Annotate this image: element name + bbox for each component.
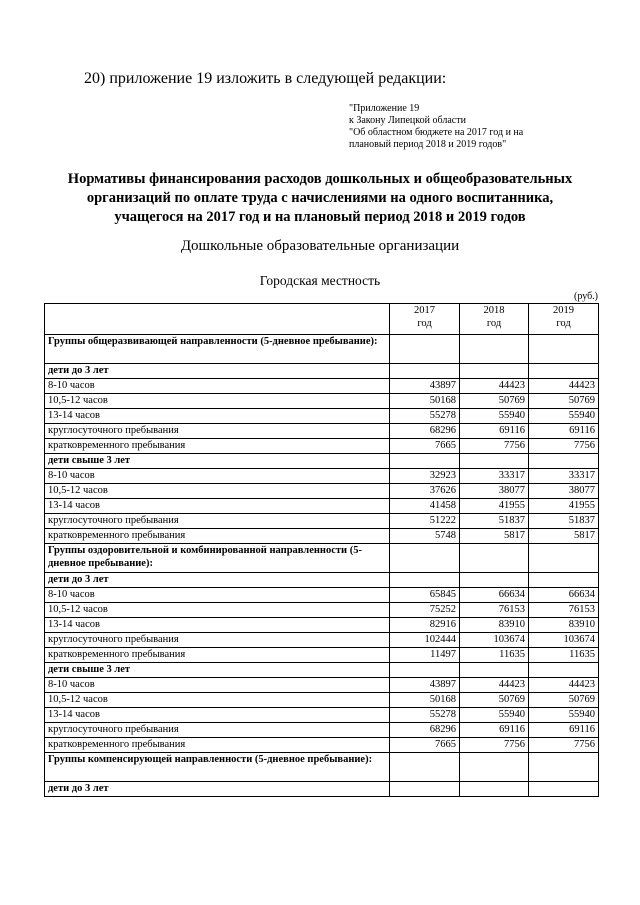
- title-line: учащегося на 2017 год и на плановый период 2018 и 2019 годов: [114, 209, 526, 225]
- value-cell: 69116: [460, 424, 529, 439]
- value-cell: 50769: [529, 394, 599, 409]
- annex-line: "Об областном бюджете на 2017 год и на: [349, 127, 524, 138]
- value-cell: 11635: [529, 648, 599, 663]
- norms-table-body: [45, 304, 599, 797]
- title-line: Нормативы финансирования расходов дошкольных и общеобразовательных: [67, 171, 573, 187]
- value-cell: 11635: [460, 648, 529, 663]
- value-cell: 66634: [529, 588, 599, 603]
- row-label-cell: круглосуточного пребывания: [45, 424, 390, 439]
- header-year: 2019: [553, 305, 574, 316]
- value-cell: 83910: [460, 618, 529, 633]
- empty-cell: [460, 544, 529, 573]
- empty-cell: [460, 782, 529, 797]
- row-label-cell: 10,5-12 часов: [45, 693, 390, 708]
- row-label-cell: Группы оздоровительной и комбинированной направленности (5-дневное пребывание):: [45, 544, 390, 573]
- table-row: [45, 633, 599, 648]
- annex-line: к Закону Липецкой области: [349, 115, 466, 126]
- row-label-cell: дети до 3 лет: [45, 364, 390, 379]
- row-label-cell: 8-10 часов: [45, 588, 390, 603]
- value-cell: 76153: [529, 603, 599, 618]
- empty-cell: [390, 454, 460, 469]
- empty-cell: [529, 454, 599, 469]
- table-row: [45, 678, 599, 693]
- row-label-cell: кратковременного пребывания: [45, 439, 390, 454]
- empty-cell: [529, 573, 599, 588]
- row-label-cell: 13-14 часов: [45, 618, 390, 633]
- row-label-cell: кратковременного пребывания: [45, 738, 390, 753]
- table-subgroup-row: [45, 782, 599, 797]
- table-subgroup-row: [45, 364, 599, 379]
- norms-table: [44, 303, 599, 797]
- area-heading: Городская местность: [259, 273, 381, 288]
- document-title: [40, 170, 600, 227]
- value-cell: 69116: [529, 723, 599, 738]
- header-year: 2018: [483, 305, 505, 316]
- value-cell: 44423: [460, 678, 529, 693]
- value-cell: 69116: [460, 723, 529, 738]
- value-cell: 43897: [390, 678, 460, 693]
- table-row: [45, 379, 599, 394]
- value-cell: 66634: [460, 588, 529, 603]
- header-year-cell: [390, 304, 460, 335]
- table-row: [45, 469, 599, 484]
- value-cell: 51222: [390, 514, 460, 529]
- row-label-cell: 10,5-12 часов: [45, 603, 390, 618]
- value-cell: 50769: [460, 394, 529, 409]
- value-cell: 50168: [390, 693, 460, 708]
- empty-cell: [529, 663, 599, 678]
- row-label-cell: 8-10 часов: [45, 379, 390, 394]
- empty-cell: [529, 753, 599, 782]
- empty-cell: [529, 335, 599, 364]
- empty-cell: [460, 335, 529, 364]
- empty-cell: [390, 335, 460, 364]
- header-year-word: год: [486, 318, 502, 329]
- table-row: [45, 484, 599, 499]
- value-cell: 5817: [460, 529, 529, 544]
- unit-label: (руб.): [574, 291, 598, 302]
- empty-cell: [460, 454, 529, 469]
- table-row: [45, 648, 599, 663]
- value-cell: 44423: [529, 379, 599, 394]
- value-cell: 41955: [460, 499, 529, 514]
- value-cell: 7665: [390, 439, 460, 454]
- empty-cell: [390, 663, 460, 678]
- annex-line: плановый период 2018 и 2019 годов": [349, 139, 507, 150]
- empty-cell: [460, 663, 529, 678]
- value-cell: 43897: [390, 379, 460, 394]
- table-row: [45, 424, 599, 439]
- value-cell: 55940: [529, 708, 599, 723]
- value-cell: 82916: [390, 618, 460, 633]
- value-cell: 37626: [390, 484, 460, 499]
- value-cell: 76153: [460, 603, 529, 618]
- value-cell: 51837: [460, 514, 529, 529]
- annex-reference: [349, 103, 523, 151]
- value-cell: 33317: [460, 469, 529, 484]
- value-cell: 41955: [529, 499, 599, 514]
- table-row: [45, 394, 599, 409]
- table-row: [45, 499, 599, 514]
- row-label-cell: дети свыше 3 лет: [45, 663, 390, 678]
- value-cell: 68296: [390, 723, 460, 738]
- value-cell: 68296: [390, 424, 460, 439]
- table-row: [45, 409, 599, 424]
- empty-cell: [529, 544, 599, 573]
- value-cell: 103674: [529, 633, 599, 648]
- header-year-cell: [529, 304, 599, 335]
- header-year-word: год: [417, 318, 432, 329]
- table-row: [45, 514, 599, 529]
- empty-cell: [390, 753, 460, 782]
- table-row: [45, 723, 599, 738]
- value-cell: 11497: [390, 648, 460, 663]
- value-cell: 55940: [460, 409, 529, 424]
- header-year-word: год: [556, 318, 571, 329]
- table-row: [45, 439, 599, 454]
- row-label-cell: дети до 3 лет: [45, 782, 390, 797]
- value-cell: 69116: [529, 424, 599, 439]
- section-subtitle: Дошкольные образовательные организации: [180, 238, 460, 254]
- value-cell: 50769: [529, 693, 599, 708]
- header-year-cell: [460, 304, 529, 335]
- value-cell: 44423: [460, 379, 529, 394]
- annex-line: "Приложение 19: [349, 103, 420, 114]
- row-label-cell: Группы компенсирующей направленности (5-дневное пребывание):: [45, 753, 390, 782]
- table-header-row: [45, 304, 599, 335]
- row-label-cell: 13-14 часов: [45, 708, 390, 723]
- empty-cell: [460, 573, 529, 588]
- value-cell: 5748: [390, 529, 460, 544]
- value-cell: 102444: [390, 633, 460, 648]
- row-label-cell: 13-14 часов: [45, 409, 390, 424]
- table-row: [45, 618, 599, 633]
- value-cell: 55278: [390, 409, 460, 424]
- value-cell: 41458: [390, 499, 460, 514]
- value-cell: 7756: [529, 439, 599, 454]
- empty-cell: [460, 364, 529, 379]
- empty-cell: [460, 753, 529, 782]
- row-label-cell: круглосуточного пребывания: [45, 514, 390, 529]
- table-row: [45, 708, 599, 723]
- value-cell: 38077: [460, 484, 529, 499]
- table-group-row: [45, 753, 599, 782]
- value-cell: 44423: [529, 678, 599, 693]
- empty-cell: [390, 782, 460, 797]
- row-label-cell: 8-10 часов: [45, 678, 390, 693]
- table-row: [45, 588, 599, 603]
- row-label-cell: дети до 3 лет: [45, 573, 390, 588]
- empty-cell: [529, 782, 599, 797]
- row-label-cell: 10,5-12 часов: [45, 484, 390, 499]
- value-cell: 38077: [529, 484, 599, 499]
- value-cell: 7665: [390, 738, 460, 753]
- table-row: [45, 529, 599, 544]
- value-cell: 65845: [390, 588, 460, 603]
- value-cell: 7756: [460, 439, 529, 454]
- value-cell: 5817: [529, 529, 599, 544]
- table-row: [45, 738, 599, 753]
- table-subgroup-row: [45, 663, 599, 678]
- value-cell: 75252: [390, 603, 460, 618]
- intro-text: 20) приложение 19 изложить в следующей редакции:: [84, 70, 447, 87]
- header-year: 2017: [414, 305, 435, 316]
- row-label-cell: 13-14 часов: [45, 499, 390, 514]
- row-label-cell: 8-10 часов: [45, 469, 390, 484]
- row-label-cell: круглосуточного пребывания: [45, 633, 390, 648]
- value-cell: 50168: [390, 394, 460, 409]
- row-label-cell: дети свыше 3 лет: [45, 454, 390, 469]
- header-label-cell: [45, 304, 390, 335]
- value-cell: 55940: [529, 409, 599, 424]
- value-cell: 7756: [460, 738, 529, 753]
- value-cell: 50769: [460, 693, 529, 708]
- value-cell: 83910: [529, 618, 599, 633]
- row-label-cell: кратковременного пребывания: [45, 648, 390, 663]
- value-cell: 51837: [529, 514, 599, 529]
- value-cell: 33317: [529, 469, 599, 484]
- value-cell: 32923: [390, 469, 460, 484]
- empty-cell: [529, 364, 599, 379]
- value-cell: 103674: [460, 633, 529, 648]
- row-label-cell: Группы общеразвивающей направленности (5-дневное пребывание):: [45, 335, 390, 364]
- table-group-row: [45, 544, 599, 573]
- empty-cell: [390, 544, 460, 573]
- empty-cell: [390, 364, 460, 379]
- table-row: [45, 693, 599, 708]
- row-label-cell: круглосуточного пребывания: [45, 723, 390, 738]
- table-row: [45, 603, 599, 618]
- value-cell: 55278: [390, 708, 460, 723]
- empty-cell: [390, 573, 460, 588]
- value-cell: 55940: [460, 708, 529, 723]
- row-label-cell: 10,5-12 часов: [45, 394, 390, 409]
- value-cell: 7756: [529, 738, 599, 753]
- table-subgroup-row: [45, 454, 599, 469]
- row-label-cell: кратковременного пребывания: [45, 529, 390, 544]
- table-group-row: [45, 335, 599, 364]
- table-subgroup-row: [45, 573, 599, 588]
- title-line: организаций по оплате труда с начислениями на одного воспитанника,: [86, 190, 554, 206]
